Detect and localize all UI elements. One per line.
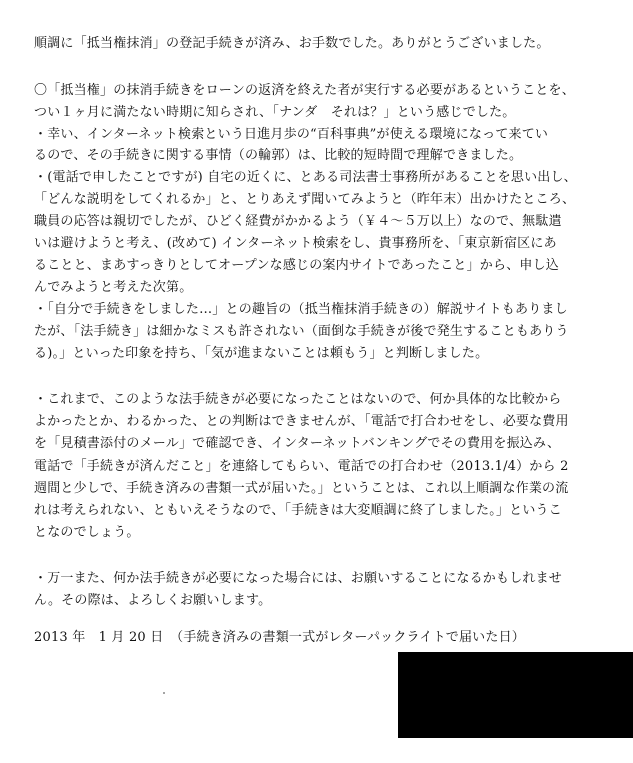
paragraph-line: よかったとか、わるかった、との判断はできませんが、「電話で打合わせをし、必要な費用 <box>34 414 569 429</box>
thanks-line: 順調に「抵当権抹消」の登記手続きが済み、お手数でした。ありがとうございました。 <box>34 36 550 51</box>
paragraph-line: 電話で「手続きが済んだこと」を連絡してもらい、電話での打合わせ（2013.1/4）から 2 <box>34 459 569 474</box>
paragraph-line: ・これまで、このような法手続きが必要になったことはないので、何か具体的な比較から <box>34 392 562 407</box>
paragraph-line: 〇「抵当権」の抹消手続きをローンの返済を終えた者が実行する必要があるということを、 <box>34 83 575 98</box>
paragraph-line: いは避けようと考え、(改めて) インターネット検索をし、貴事務所を、「東京新宿区にあ <box>34 236 557 251</box>
paragraph-line: れは考えられない、ともいえそうなので、「手続きは大変順調に終了しました。」というこ <box>34 503 562 518</box>
paragraph-line: を「見積書添付のメール」で確認でき、インターネットバンキングでその費用を振込み、 <box>34 436 561 451</box>
paragraph-line: たが、「法手続き」は細かなミスも許されない（面倒な手続きが後で発生することもありう <box>34 324 569 339</box>
paragraph-line: 「どんな説明をしてくれるか」と、とりあえず聞いてみようと（昨年末）出かけたところ、 <box>34 192 576 207</box>
paragraph-line: ん。その際は、よろしくお願いします。 <box>34 593 272 608</box>
redaction-block <box>398 652 633 738</box>
date-line: 2013 年 1 月 20 日 （手続き済みの書類一式がレターパックライトで届いた日） <box>34 630 525 645</box>
paragraph-line: ・万一また、何か法手続きが必要になった場合には、お願いすることになるかもしれませ <box>34 571 563 586</box>
paragraph-line: 週間と少しで、手続き済みの書類一式が届いた。」ということは、これ以上順調な作業の流 <box>34 481 569 496</box>
paragraph-line: る)。」といった印象を持ち、「気が進まないことは頼もう」と判断しました。 <box>34 346 489 361</box>
paragraph-line: ・(電話で申したことですが) 自宅の近くに、とある司法書士事務所があることを思い出し、 <box>34 170 577 185</box>
paragraph-line: 職員の応答は親切でしたが、ひどく経費がかかるよう（￥４～５万以上）なので、無駄遣 <box>34 214 562 229</box>
scan-speck <box>163 692 165 694</box>
paragraph-line: んでみようと考えた次第。 <box>34 280 193 295</box>
paragraph-line: ることと、まあすっきりとしてオープンな感じの案内サイトであったこと」から、申し込 <box>34 258 560 273</box>
paragraph-line: ・幸い、インターネット検索という日進月歩の“百科事典”が使える環境になって来てい <box>34 127 549 142</box>
paragraph-line: ・「自分で手続きをしました…」との趣旨の（抵当権抹消手続きの）解説サイトもありまし <box>34 302 568 317</box>
paragraph-line: となのでしょう。 <box>34 525 140 540</box>
paragraph-line: つい１ヶ月に満たない時期に知らされ、「ナンダ それは？」という感じでした。 <box>34 105 516 120</box>
paragraph-line: るので、その手続きに関する事情（の輪郭）は、比較的短時間で理解できました。 <box>34 148 523 163</box>
